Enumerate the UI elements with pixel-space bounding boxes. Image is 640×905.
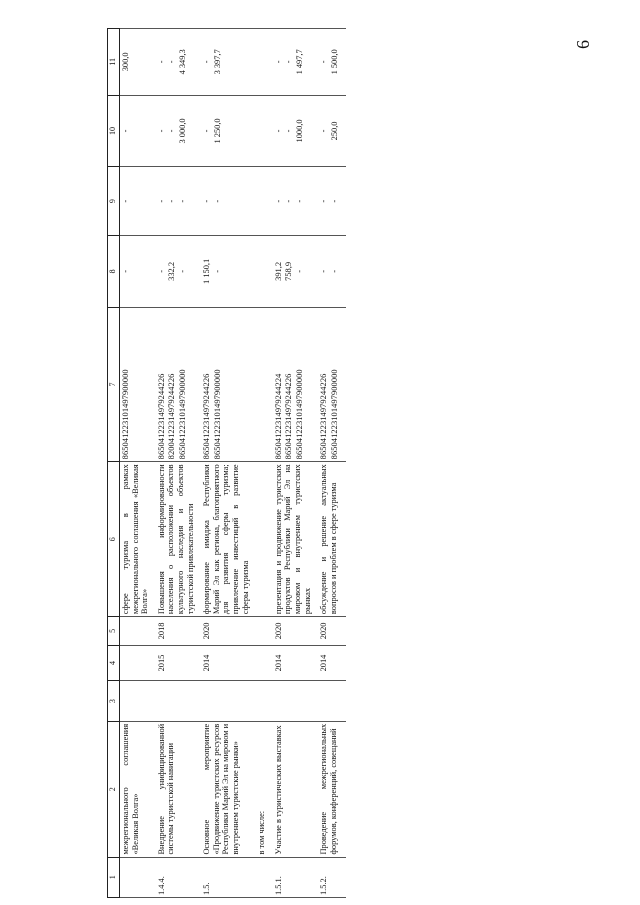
page-number: 6 [573,40,593,49]
value-col10 [318,95,346,166]
value-col11 [318,29,346,96]
value-col9-line: - [177,199,187,203]
value-col11 [273,29,318,96]
end-year: 2020 [201,617,256,646]
budget-code-line: 865041223101497900000 [294,369,304,460]
value-col11-line: 4 349,3 [177,49,187,75]
header-cell: 8 [108,236,120,307]
expected-result [256,462,273,617]
start-year: 2014 [201,645,256,681]
table-row [273,29,318,898]
value-col11-line: - [167,60,177,64]
value-col10 [273,95,318,166]
header-row [108,29,120,898]
value-col10-line: - [319,129,329,133]
header-cell: 1 [108,857,120,897]
value-col9 [273,167,318,236]
rotated-table-container [107,28,640,898]
executor-cell [318,681,346,721]
value-col10-line: - [273,129,283,133]
value-col9 [256,167,273,236]
value-col11 [120,29,156,96]
value-col8-line: 758,9 [284,261,294,281]
value-col10-line: - [284,129,294,133]
value-col9-line: - [294,199,304,203]
executor-cell [156,681,201,721]
value-col8 [156,236,201,307]
budget-code [120,307,156,462]
header-cell: 11 [108,29,120,96]
value-col10-line: 3 000,0 [177,118,187,144]
value-col9-line: - [284,199,294,203]
budget-code-line: 865041223101497900000 [329,369,339,460]
activity-name: в том числе: [256,721,273,857]
header-cell: 2 [108,721,120,857]
value-col9-line: - [202,199,212,203]
value-col11-line: - [273,60,283,64]
row-number: 1.5.2. [318,857,346,897]
value-col11-line: 3 397,7 [212,49,222,75]
executor-cell [201,681,256,721]
budget-code-line: 865041223101497900000 [121,369,130,460]
activity-name: Участие в туристических выставках [273,721,318,857]
budget-code-line: 86504122314979244224 [273,373,283,460]
budget-code-line: 86504122314979244226 [202,373,212,460]
value-col11-line: - [156,60,166,64]
row-number: 1.4.4. [156,857,201,897]
value-col9-line: - [121,199,130,203]
budget-code-line: 86504122314979244226 [319,373,329,460]
value-col8 [318,236,346,307]
value-col9-line: - [273,199,283,203]
end-year [256,617,273,646]
value-col10-line: 1000,0 [294,119,304,143]
value-col8-line: 391,2 [273,261,283,281]
value-col10 [120,95,156,166]
end-year: 2020 [273,617,318,646]
executor-cell [256,681,273,721]
table-row [256,29,273,898]
value-col9 [156,167,201,236]
table-row [318,29,346,898]
budget-code [156,307,201,462]
value-col10-line: - [156,129,166,133]
value-col11-line: - [202,60,212,64]
budget-code [201,307,256,462]
value-col9-line: - [212,199,222,203]
value-col11-line: 1 497,7 [294,49,304,75]
budget-code-line: 865041223101497900000 [177,369,187,460]
activity-name: Проведение межрегиональных форумов, конференций, совещаний [318,721,346,857]
value-col9 [318,167,346,236]
header-cell: 4 [108,645,120,681]
activity-name: межрегионального соглашения «Великая Волга» [120,721,156,857]
budget-code-line: 86504122314979244226 [156,373,166,460]
value-col9-line: - [329,199,339,203]
expected-result: обсуждение и решение актуальных вопросов и проблем в сфере туризма [318,462,346,617]
end-year [120,617,156,646]
value-col8-line: - [329,269,339,273]
value-col8-line: - [212,269,222,273]
value-col10-line: 1 250,0 [212,118,222,144]
value-col8-line: 1 150,1 [202,258,212,284]
value-col10 [256,95,273,166]
value-col10 [156,95,201,166]
value-col10-line: - [121,129,130,133]
row-number [256,857,273,897]
header-cell: 10 [108,95,120,166]
expected-result: презентация и продвижение туристских продуктов Республики Марий Эл на мировом и внутреннем туристских рынках [273,462,318,617]
value-col8-line: - [177,269,187,273]
start-year [256,645,273,681]
budget-table [107,28,346,898]
value-col11-line: - [319,60,329,64]
header-cell: 6 [108,462,120,617]
value-col10-line: - [167,129,177,133]
value-col9-line: - [319,199,329,203]
value-col11-line: - [284,60,294,64]
value-col8-line: - [156,269,166,273]
value-col8-line: 332,2 [167,261,177,281]
start-year: 2014 [318,645,346,681]
executor-cell [273,681,318,721]
value-col10-line: - [202,129,212,133]
value-col10-line: 250,0 [329,121,339,141]
row-number: 1.5.1. [273,857,318,897]
start-year [120,645,156,681]
header-cell: 5 [108,617,120,646]
row-number [120,857,156,897]
value-col9-line: - [156,199,166,203]
value-col8-line: - [121,269,130,273]
end-year: 2020 [318,617,346,646]
value-col8 [201,236,256,307]
value-col8-line: - [294,269,304,273]
activity-name: Внедрение унифицированной системы туристской навигации [156,721,201,857]
header-cell: 3 [108,681,120,721]
value-col11 [201,29,256,96]
budget-code-line: 86504122314979244226 [284,373,294,460]
value-col9 [201,167,256,236]
table-row [156,29,201,898]
expected-result: сфере туризма в рамках межрегионального соглашения «Великая Волга» [120,462,156,617]
end-year: 2018 [156,617,201,646]
row-number: 1.5. [201,857,256,897]
value-col11-line: 1 500,0 [329,49,339,75]
value-col8 [120,236,156,307]
expected-result: Повышения информированности населения о расположении объектов культурного наследия и объектов туристской привлекательности [156,462,201,617]
table-body [120,29,347,898]
start-year: 2014 [273,645,318,681]
value-col11 [256,29,273,96]
table-row [120,29,156,898]
budget-code [256,307,273,462]
value-col8 [256,236,273,307]
header-cell: 7 [108,307,120,462]
start-year: 2015 [156,645,201,681]
budget-code-line: 82004122314979244226 [167,373,177,460]
value-col8-line: - [319,269,329,273]
activity-name: Основное мероприятие «Продвижение туристских ресурсов Республики Марий Эл на мировом и внутреннем туристские рынки» [201,721,256,857]
budget-code-line: 865041223101497900000 [212,369,222,460]
value-col11-line: 300,0 [121,52,130,72]
budget-code [318,307,346,462]
header-cell: 9 [108,167,120,236]
value-col10 [201,95,256,166]
table-row [201,29,256,898]
value-col11 [156,29,201,96]
expected-result: формирование имиджа Республики Марий Эл как региона, благоприятного для развития сферы туризма; привлечение инвестиций в развитие сферы туризма [201,462,256,617]
executor-cell [120,681,156,721]
value-col8 [273,236,318,307]
value-col9 [120,167,156,236]
budget-code [273,307,318,462]
value-col9-line: - [167,199,177,203]
